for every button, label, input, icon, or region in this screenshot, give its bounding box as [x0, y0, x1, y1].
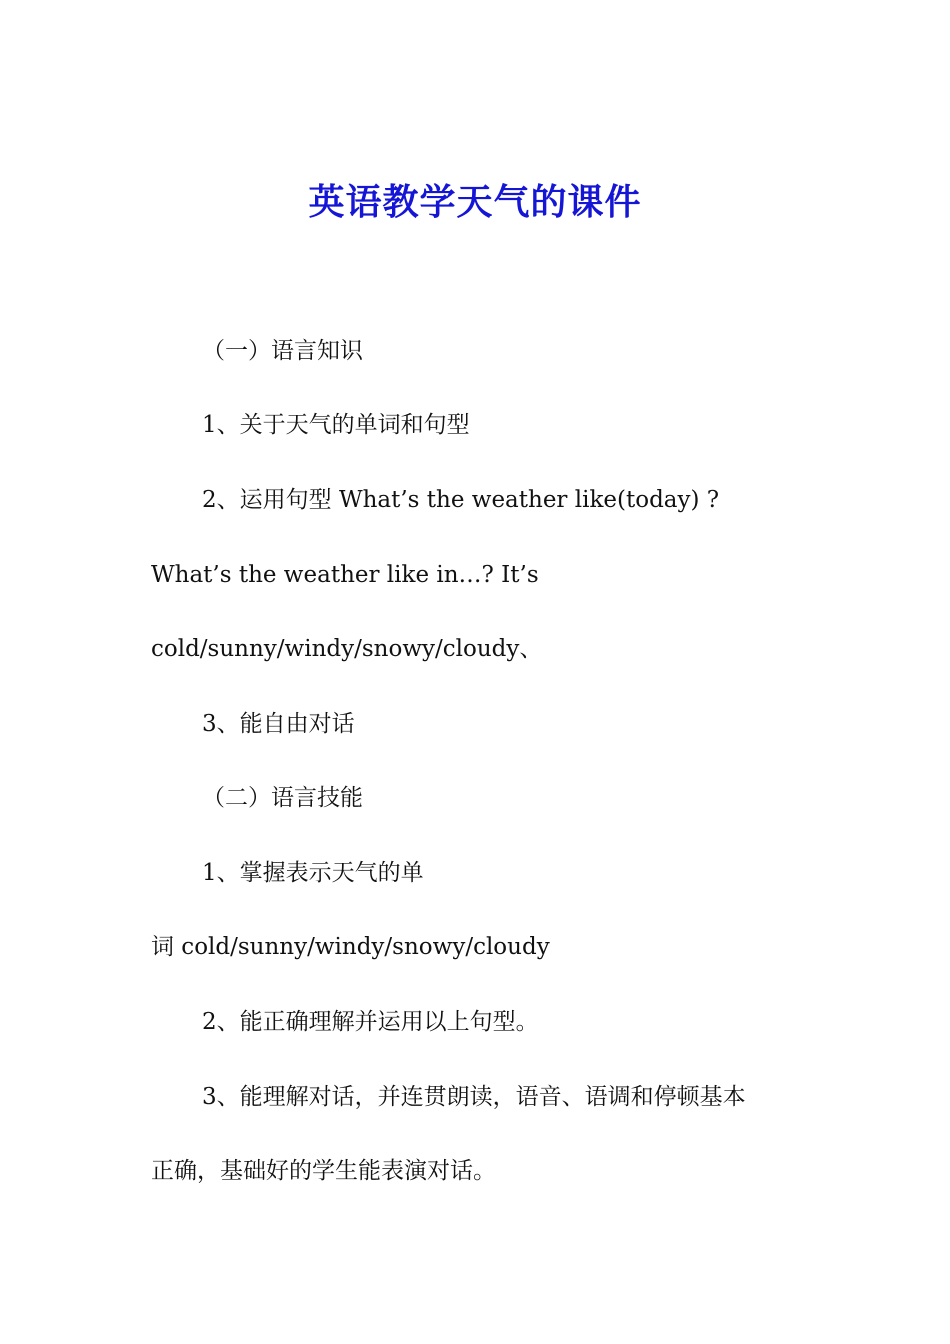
section-heading-language-knowledge: （一）语言知识	[202, 338, 363, 364]
paragraph-line: What’s the weather like in…? It’s	[151, 562, 539, 588]
paragraph-line: cold/sunny/windy/snowy/cloudy、	[151, 636, 543, 662]
paragraph-line: 3、能理解对话，并连贯朗读，语音、语调和停顿基本	[202, 1084, 746, 1110]
section-heading-language-skills: （二）语言技能	[202, 785, 363, 811]
paragraph-line: 2、运用句型 What’s the weather like(today) ?	[202, 487, 720, 513]
paragraph-line: 1、关于天气的单词和句型	[202, 412, 470, 438]
paragraph-line: 正确，基础好的学生能表演对话。	[151, 1158, 496, 1184]
document-title: 英语教学天气的课件	[308, 181, 642, 223]
paragraph-line: 3、能自由对话	[202, 711, 355, 737]
paragraph-line: 词 cold/sunny/windy/snowy/cloudy	[151, 934, 550, 960]
paragraph-line: 1、掌握表示天气的单	[202, 860, 424, 886]
paragraph-line: 2、能正确理解并运用以上句型。	[202, 1009, 539, 1035]
